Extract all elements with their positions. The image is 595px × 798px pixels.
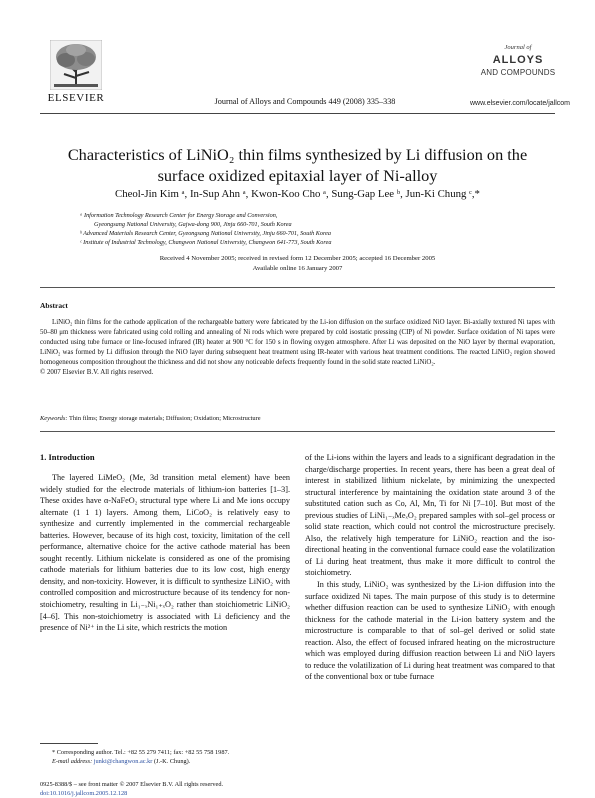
article-title xyxy=(40,144,555,186)
intro-paragraph-1-cont: of the Li-ions within the layers and leads to a significant degradation in the charge/discharge properties. In recent years, there has been a great deal of interest in stabilized lithium nickelate, by minimizing the unexpected structural interference by maintaining the oxidation state around 3 of the substituted cation such as Co, Al, Mn, Ti for Ni [7–10]. But most of the previous studies of LiNi₁₋ₓMeₓO₂ prepared samples with sol–gel process or solid state reaction, which could not control the microstructure precisely. Also, the relatively high temperature for LiNiO₂ reaction and the iso-directional heating in the conventional furnace could ease the volatilization of Li during heat treatment, thus make it more difficult to control the stoichiometry. xyxy=(305,453,555,578)
intro-paragraph-2: In this study, LiNiO₂ was synthesized by the Li-ion diffusion into the surface oxidized Ni tapes. The main purpose of this study is to determine whether diffusion reaction can be used to synthesize LiNiO₂ with enough thickness for the cathode material in the Li-ion battery system and the microstructure is comparable to that of sol–gel derived or solid state reaction. Also, the effect of focused infrared heating on the microstructure which was employed during diffusion reaction between Li and NiO layers to reduce the volatilization of Li during heat treatment was compared to that of the conventional box or tube furnace xyxy=(305,580,555,682)
journal-logo xyxy=(470,40,570,110)
title-line-2: surface oxidized epitaxial layer of Ni-alloy xyxy=(157,166,438,185)
corresponding-author: * Corresponding author. Tel.: +82 55 279 7411; fax: +82 55 758 1987. xyxy=(52,749,230,756)
author-list: Cheol-Jin Kim ᵃ, In-Sup Ahn ᵃ, Kwon-Koo Cho ᵃ, Sung-Gap Lee ᵇ, Jun-Ki Chung ᶜ,* xyxy=(115,188,480,200)
front-matter xyxy=(40,780,340,798)
affiliation-b: ᵇ Advanced Materials Research Center, Gyeongsang National University, Jinju 660-701, South Korea xyxy=(80,230,331,237)
affiliation-a-line2: Gyeongsang National University, Gajwa-dong 900, Jinju 660-701, South Korea xyxy=(94,221,292,228)
cover-line-2: ALLOYS xyxy=(492,54,544,66)
cover-line-1: Journal of xyxy=(504,44,532,51)
keywords xyxy=(40,415,555,422)
section-heading-introduction: 1. Introduction xyxy=(40,452,95,462)
abstract-copyright: © 2007 Elsevier B.V. All rights reserved. xyxy=(40,369,154,377)
keywords-label: Keywords: xyxy=(40,415,68,422)
footnote-divider xyxy=(40,743,98,744)
title-line-1: Characteristics of LiNiO₂ thin films synthesized by Li diffusion on the xyxy=(67,145,528,164)
abstract-heading: Abstract xyxy=(40,301,68,310)
doi-link[interactable]: doi:10.1016/j.jallcom.2005.12.128 xyxy=(40,790,128,797)
abstract-top-divider xyxy=(40,287,555,288)
email-label: E-mail address: xyxy=(52,758,93,765)
header-divider xyxy=(40,113,555,114)
received-dates: Received 4 November 2005; received in revised form 12 December 2005; accepted 16 December 2005 xyxy=(159,255,436,262)
elsevier-tree-icon xyxy=(50,40,102,90)
publisher-name: ELSEVIER xyxy=(47,92,105,104)
email-suffix: (J.-K. Chung). xyxy=(153,758,191,765)
email-link[interactable]: junki@changwon.ac.kr xyxy=(93,758,153,765)
affiliation-c: ᶜ Institute of Industrial Technology, Changwon National University, Changwon 641-773, South Korea xyxy=(80,239,332,246)
abstract-bottom-divider xyxy=(40,431,555,432)
elsevier-logo xyxy=(40,40,110,108)
cover-line-3: AND COMPOUNDS xyxy=(480,68,556,77)
affiliation-a-line1: ᵃ Information Technology Research Center for Energy Storage and Conversion, xyxy=(80,212,278,219)
journal-website[interactable]: www.elsevier.com/locate/jallcom xyxy=(470,100,570,107)
email-line xyxy=(40,757,300,766)
abstract-body xyxy=(40,318,555,379)
abstract-text: LiNiO₂ thin films for the cathode application of the rechargeable battery were fabricated by the Li-ion diffusion on the surface oxidized NiO layer. Bi-axially textured Ni tapes with 50–80 μm thickness were fabricated using cold rolling and annealing of Ni rods which were prepared by cold isostatic pressing (CIP) of Ni powder. Surface oxidation of Ni tapes were conducted using tube furnace or line-focused infrared (IR) heater at 900 °C for 150 s in flowing oxygen atmosphere. After Li was deposited on the NiO layer by thermal evaporation, LiNiO₂ was formed by Li diffusion through the NiO layer during subsequent heat treatment using IR-heater with various heat treatment conditions. The reacted LiNiO₂ region showed homogeneous composition throughout the thickness and did not show any noticeable defects frequently found in the solid state reacted LiNiO₂. xyxy=(40,319,555,367)
issn-line: 0925-8388/$ – see front matter © 2007 Elsevier B.V. All rights reserved. xyxy=(40,781,224,788)
right-column xyxy=(305,452,555,683)
online-date: Available online 16 January 2007 xyxy=(252,265,343,272)
article-dates xyxy=(40,254,555,274)
footnote xyxy=(40,748,300,766)
affiliations xyxy=(80,211,520,247)
intro-paragraph-1: The layered LiMeO₂ (Me, 3d transition metal element) have been widely studied for the electrode materials of lithium-ion batteries [1–3]. These oxides have α-NaFeO₂ structural type where Li and Me ions occupy alternate (1 1 1) layers. Among them, LiCoO₂ is relatively easy to synthesize and currently implemented in the commercial rechargeable batteries. However, because of its high cost, toxicity, limitation of the cell performance, alternative choice for the active cathode material has been sought recently. Lithium nickelate is considered as one of the promising cathode materials for lithium batteries due to its low cost, high energy density, and non-toxicity. However, it is difficult to synthesize LiNiO₂ with controlled composition and microstructure because of its tendency for non-stoichiometry, resulting in Li₁₋ₓNi₁₊ₓO₂ rather than stoichiometric LiNiO₂ [4–6]. This non-stoichiometry is associated with Li deficiency and the presence of Ni²⁺ in the Li site, which restricts the motion xyxy=(40,473,290,633)
keywords-text: Thin films; Energy storage materials; Diffusion; Oxidation; Microstructure xyxy=(68,415,261,422)
journal-reference: Journal of Alloys and Compounds 449 (2008) 335–338 xyxy=(214,97,396,106)
left-column xyxy=(40,472,290,634)
